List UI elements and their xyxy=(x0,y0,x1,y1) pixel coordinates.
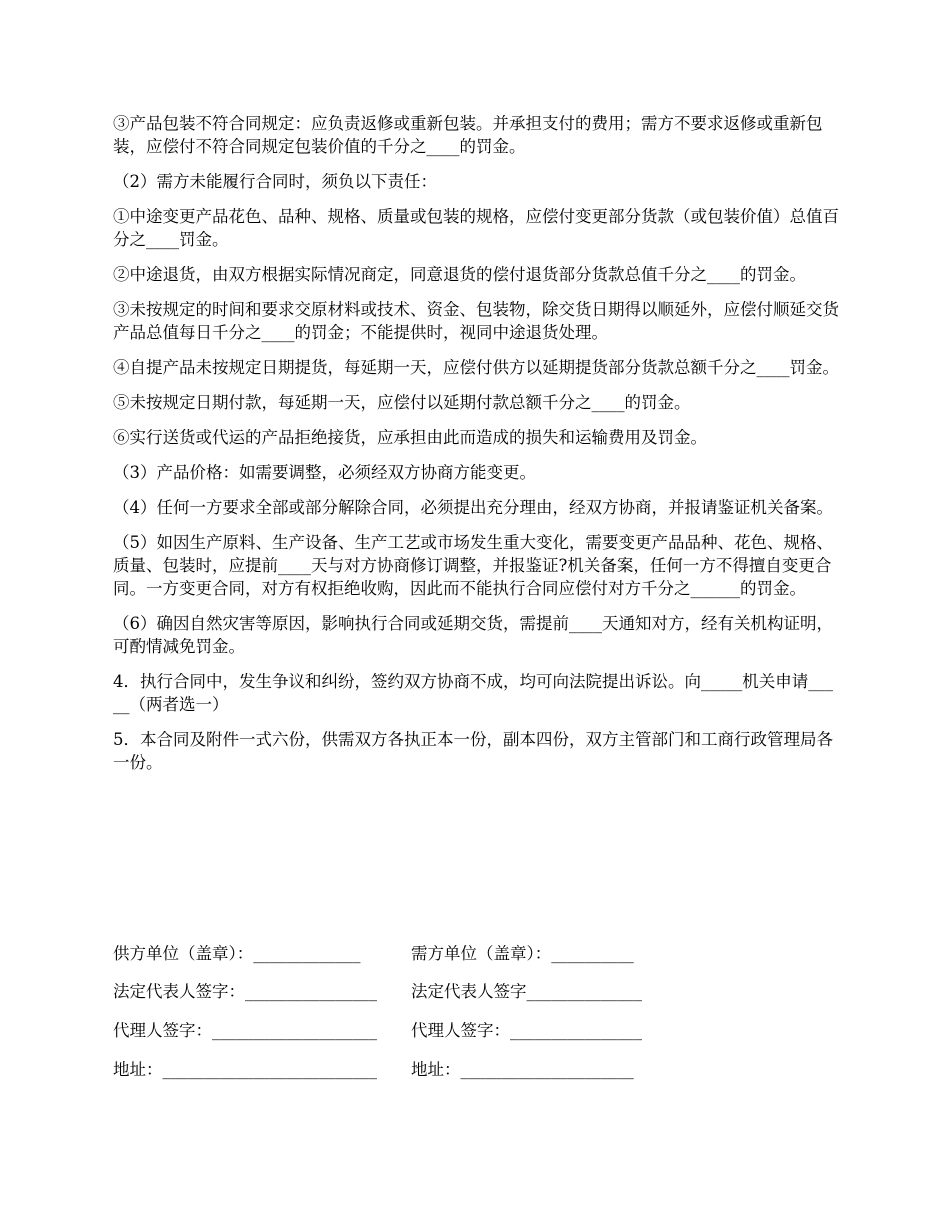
clause-pickup-delay: ④自提产品未按规定日期提货，每延期一天，应偿付供方以延期提货部分货款总额千分之____罚金。 xyxy=(113,358,839,377)
signature-row-agent xyxy=(113,1019,642,1042)
signature-row-address xyxy=(113,1058,634,1081)
clause-major-change: （5）如因生产原料、生产设备、生产工艺或市场发生重大变化，需要变更产品品种、花色、规格、质量、包装时，应提前____天与对方协商修订调整，并报鉴证?机关备案，任何一方不得擅自变更合同。一方变更合同，对方有权拒绝收购，因此而不能执行合同应偿付对方千分之______的罚金。 xyxy=(113,533,833,598)
clause-return-goods: ②中途退货，由双方根据实际情况商定，同意退货的偿付退货部分货款总值千分之____的罚金。 xyxy=(113,265,806,284)
clause-payment-delay: ⑤未按规定日期付款，每延期一天，应偿付以延期付款总额千分之____的罚金。 xyxy=(113,393,691,412)
signature-row-legal-rep xyxy=(113,980,642,1003)
signature-row-unit xyxy=(113,942,634,965)
clause-refuse-delivery: ⑥实行送货或代运的产品拒绝接货，应承担由此而造成的损失和运输费用及罚金。 xyxy=(113,428,707,447)
supplier-agent-field: 代理人签字：____________________ xyxy=(113,1021,377,1040)
clause-force-majeure: （6）确因自然灾害等原因，影响执行合同或延期交货，需提前____天通知对方，经有关机构证明，可酌情减免罚金。 xyxy=(113,614,833,656)
buyer-address-field: 地址：_____________________ xyxy=(411,1060,634,1079)
clause-dispute: 4．执行合同中，发生争议和纠纷，签约双方协商不成，均可向法院提出诉讼。向_____机关申请_____（两者选一） xyxy=(113,672,833,714)
supplier-unit-field: 供方单位（盖章）：_____________ xyxy=(113,944,361,963)
clause-price: （3）产品价格：如需要调整，必须经双方协商方能变更。 xyxy=(113,463,536,482)
clause-termination: （4）任何一方要求全部或部分解除合同，必须提出充分理由，经双方协商，并报请鉴证机关备案。 xyxy=(113,498,833,517)
clause-change-spec: ①中途变更产品花色、品种、规格、质量或包装的规格，应偿付变更部分货款（或包装价值）总值百分之____罚金。 xyxy=(113,207,839,249)
clause-materials-delay: ③未按规定的时间和要求交原材料或技术、资金、包装物，除交货日期得以顺延外，应偿付顺延交货产品总值每日千分之____的罚金；不能提供时，视同中途退货处理。 xyxy=(113,300,839,342)
buyer-legal-rep-field: 法定代表人签字______________ xyxy=(411,982,642,1001)
buyer-agent-field: 代理人签字：________________ xyxy=(411,1021,642,1040)
supplier-legal-rep-field: 法定代表人签字：________________ xyxy=(113,982,377,1001)
supplier-address-field: 地址：__________________________ xyxy=(113,1060,377,1079)
clause-packaging-penalty: ③产品包装不符合同规定：应负责返修或重新包装。并承担支付的费用；需方不要求返修或重新包装，应偿付不符合同规定包装价值的千分之____的罚金。 xyxy=(113,114,823,156)
clause-copies: 5．本合同及附件一式六份，供需双方各执正本一份，副本四份，双方主管部门和工商行政管理局各一份。 xyxy=(113,730,833,772)
contract-body xyxy=(113,112,841,786)
clause-buyer-responsibility: （2）需方未能履行合同时，须负以下责任： xyxy=(113,172,437,191)
buyer-unit-field: 需方单位（盖章）：__________ xyxy=(411,944,634,963)
